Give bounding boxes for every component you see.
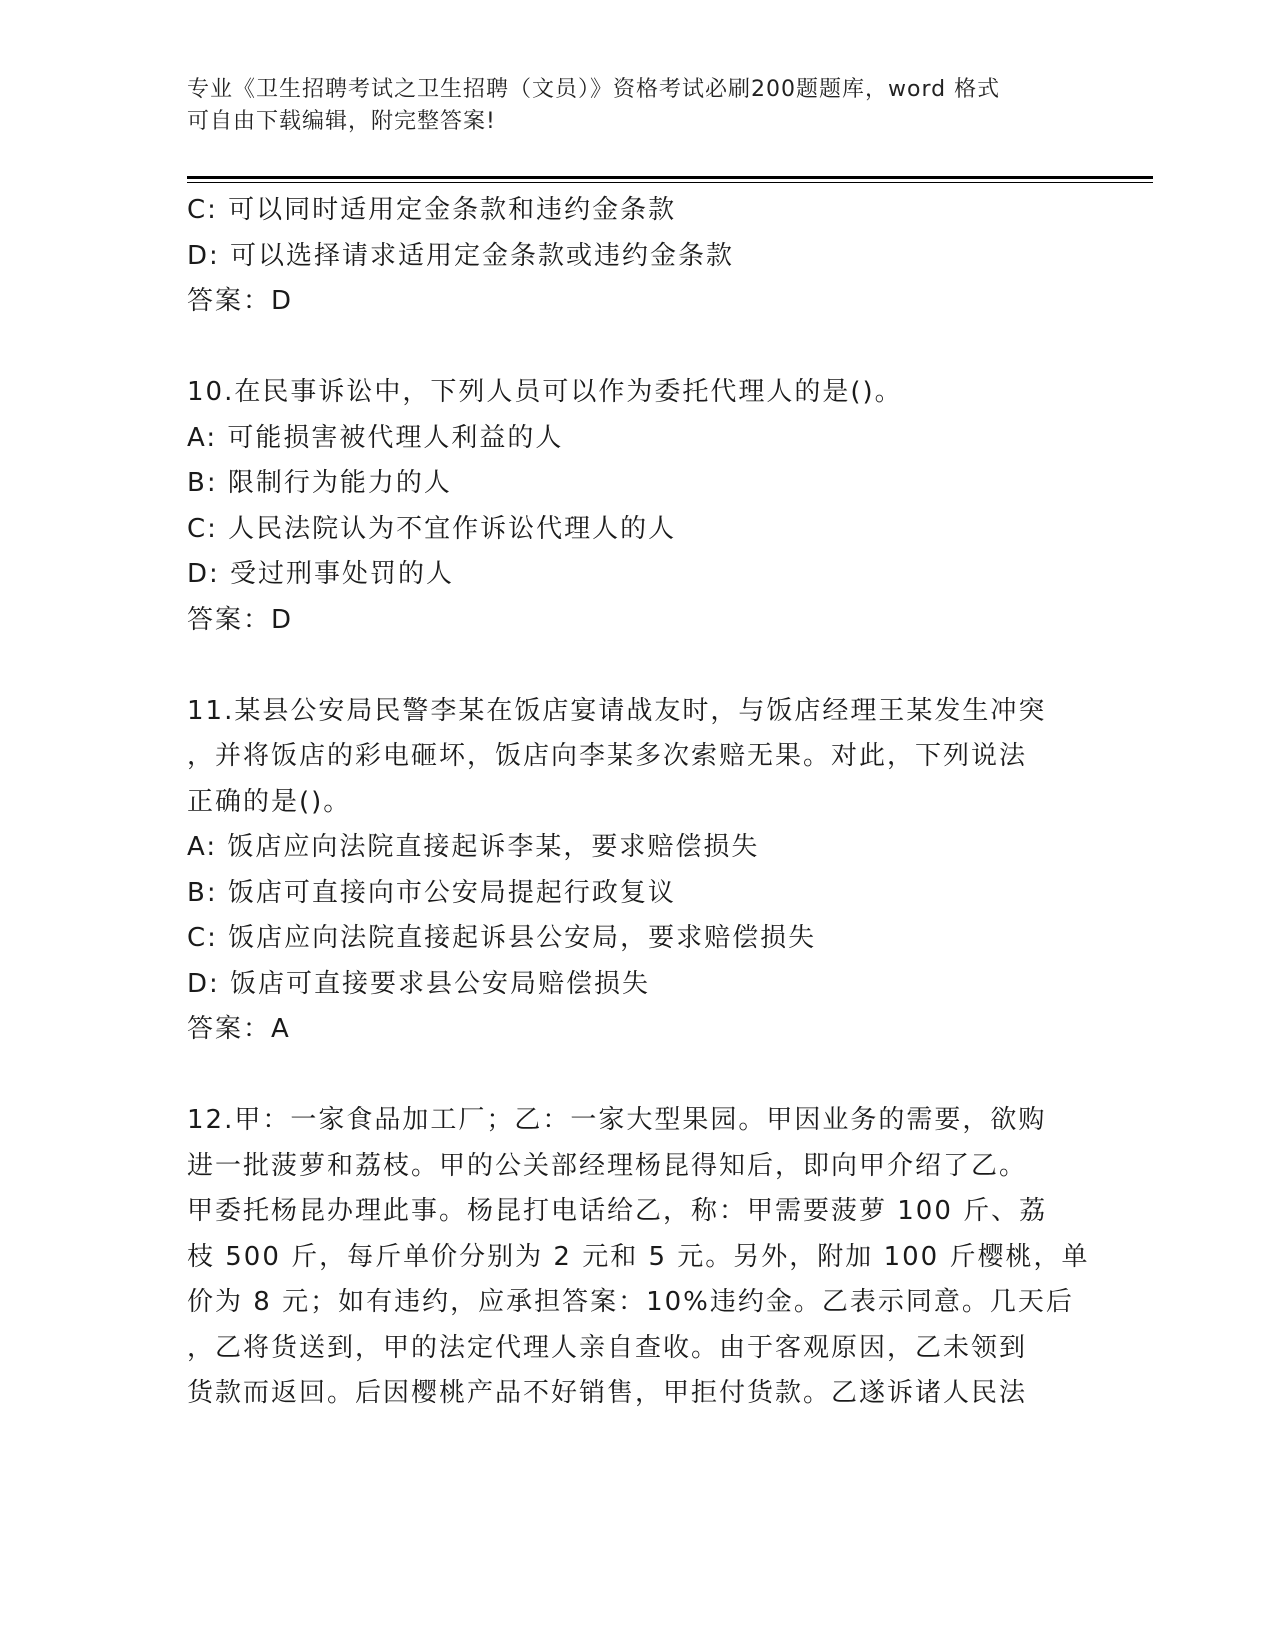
q11-option-a: A: 饭店应向法院直接起诉李某，要求赔偿损失 (187, 832, 760, 862)
header-rule-thick (187, 176, 1153, 179)
q10-option-a: A: 可能损害被代理人利益的人 (187, 422, 564, 453)
q9-option-c: C: 可以同时适用定金条款和违约金条款 (187, 195, 677, 225)
q11-option-d: D: 饭店可直接要求县公安局赔偿损失 (187, 968, 651, 999)
spacer (187, 1053, 1087, 1099)
question-9-block (187, 188, 1087, 325)
q11-stem-line-2: ，并将饭店的彩电砸坏，饭店向李某多次索赔无果。对此，下列说法 (187, 741, 1028, 771)
document-body (187, 188, 1090, 1417)
q11-stem-line-3: 正确的是()。 (187, 786, 352, 817)
q11-answer: 答案：A (187, 1014, 291, 1044)
header-line-1: 专业《卫生招聘考试之卫生招聘（文员）》资格考试必刷200题题库，word 格式 (187, 77, 1001, 102)
header-line-2: 可自由下载编辑，附完整答案! (187, 109, 496, 134)
document-header (187, 74, 1067, 138)
q10-option-c: C: 人民法院认为不宜作诉讼代理人的人 (187, 513, 677, 544)
q12-stem-line-5: 价为 8 元；如有违约，应承担答案：10%违约金。乙表示同意。几天后 (187, 1287, 1074, 1317)
q11-option-b: B: 饭店可直接向市公安局提起行政复议 (187, 877, 676, 908)
q12-stem-line-2: 进一批菠萝和荔枝。甲的公关部经理杨昆得知后，即向甲介绍了乙。 (187, 1150, 1028, 1181)
q11-stem-line-1: 11.某县公安局民警李某在饭店宴请战友时，与饭店经理王某发生冲突 (187, 695, 1047, 726)
spacer (187, 643, 1087, 689)
spacer (187, 325, 1087, 371)
q10-option-d: D: 受过刑事处罚的人 (187, 559, 455, 589)
q10-option-b: B: 限制行为能力的人 (187, 468, 452, 498)
q9-option-d: D: 可以选择请求适用定金条款或违约金条款 (187, 240, 735, 271)
q10-stem: 10.在民事诉讼中，下列人员可以作为委托代理人的是()。 (187, 377, 903, 407)
q12-stem-line-4: 枝 500 斤，每斤单价分别为 2 元和 5 元。另外，附加 100 斤樱桃，单 (187, 1241, 1090, 1272)
question-10-block (187, 370, 1087, 643)
q12-stem-line-1: 12.甲：一家食品加工厂；乙：一家大型果园。甲因业务的需要，欲购 (187, 1105, 1047, 1135)
q11-option-c: C: 饭店应向法院直接起诉县公安局，要求赔偿损失 (187, 923, 817, 953)
q12-stem-line-3: 甲委托杨昆办理此事。杨昆打电话给乙，称：甲需要菠萝 100 斤、荔 (187, 1196, 1048, 1226)
header-rule-thin (187, 182, 1153, 183)
question-12-block (187, 1098, 1090, 1417)
q12-stem-line-6: ，乙将货送到，甲的法定代理人亲自查收。由于客观原因，乙未领到 (187, 1332, 1028, 1363)
q12-stem-line-7: 货款而返回。后因樱桃产品不好销售，甲拒付货款。乙遂诉诸人民法 (187, 1378, 1028, 1408)
q9-answer: 答案：D (187, 286, 294, 316)
question-11-block (187, 689, 1087, 1053)
q10-answer: 答案：D (187, 604, 294, 635)
